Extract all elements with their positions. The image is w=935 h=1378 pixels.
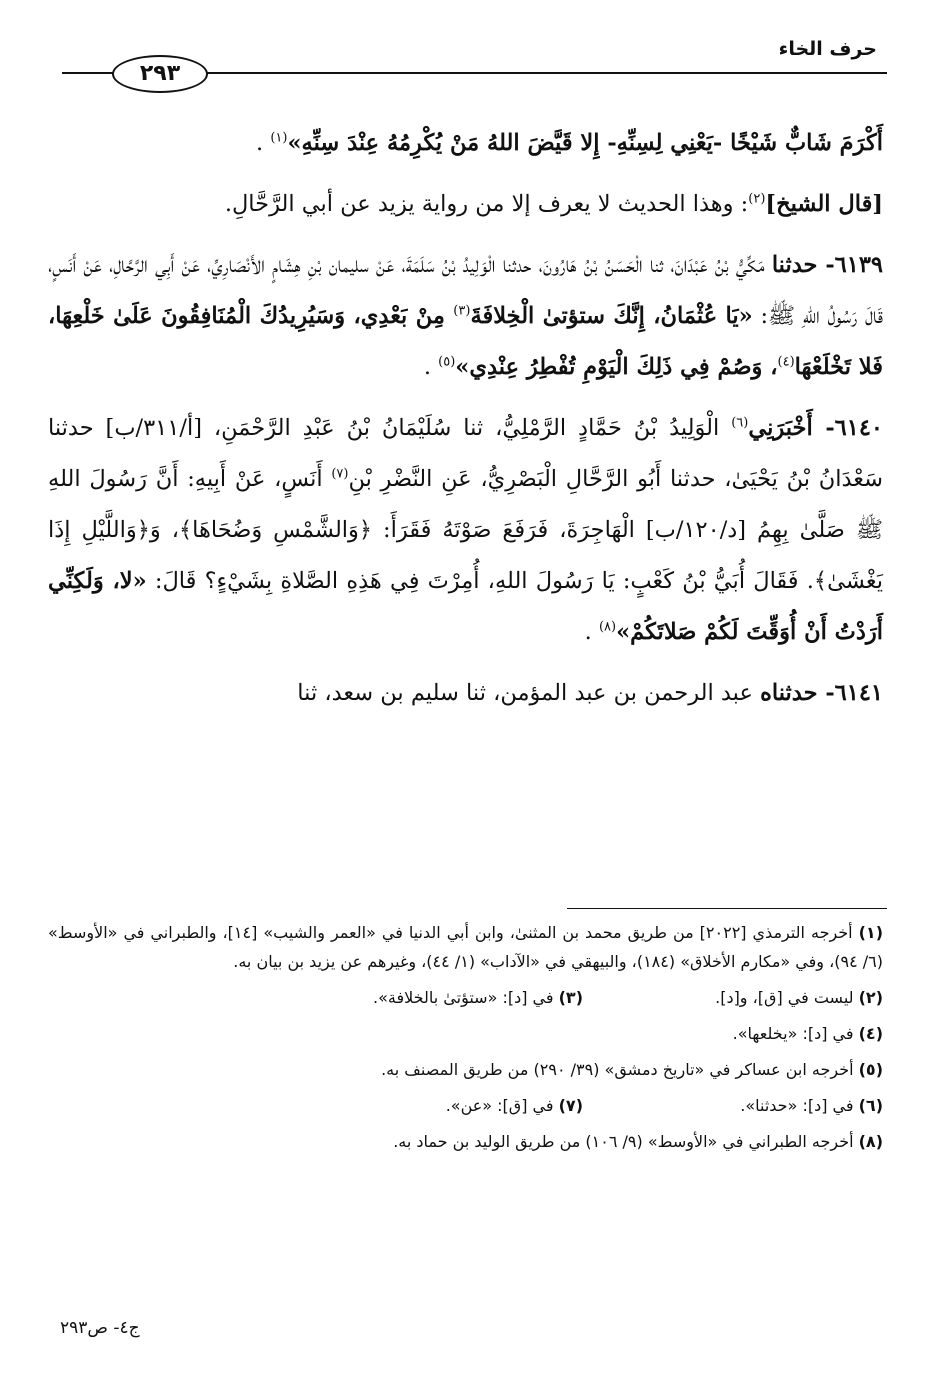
paragraph-2 xyxy=(48,179,883,230)
hadith-number: ٦١٤٠- xyxy=(812,415,883,441)
footnote-text: أخرجه الترمذي [٢٠٢٢] من طريق محمد بن المثنىٰ، وابن أبي الدنيا في «العمر والشيب» [١٤]، والطبراني في «الأوسط» (٦/ ٩٤)، وفي «مكارم الأخلاق» (١٨٤)، والبيهقي في «الآداب» (١/ ٤٤)، وغيرهم عن يزيد بن بيان به. xyxy=(48,923,883,971)
footnote-row xyxy=(48,983,883,1012)
footnote-5 xyxy=(48,1055,883,1084)
hadith-text: أَكْرَمَ شَابٌّ شَيْخًا -يَعْنِي لِسِنِّهِ- إِلا قَيَّضَ اللهُ مَنْ يُكْرِمُهُ عِنْدَ سِنِّهِ» xyxy=(287,130,883,156)
footnote-ref[interactable]: (١) xyxy=(270,130,288,146)
paragraph-1 xyxy=(48,118,883,169)
punctuation: . xyxy=(584,619,599,645)
footnote-number: (٥) xyxy=(858,1060,883,1079)
hadith-number: ٦١٣٩- xyxy=(817,252,884,278)
isnad-text: مَكِّيُّ بْنُ عَبْدَانَ، ثنا الْحَسَنُ بْنُ هَارُونَ، حدثنا الْوَلِيدُ بْنُ سَلَمَةَ، عَنْ سليمان بْنِ هِشَامٍ الأَنْصَارِيِّ، عَنْ أَبِي الرَّحَّالِ، عَنْ أَنَسٍ، قَالَ رَسُولُ اللهِ ﷺ: xyxy=(48,252,883,329)
volume-page-reference: ج٤- ص٢٩٣ xyxy=(60,1318,140,1338)
footnote-separator xyxy=(567,908,887,909)
matn-text: أَنَسٍ، عَنْ أَبِيهِ: أَنَّ رَسُولَ اللهِ ﷺ صَلَّىٰ بِهِمُ [د/١٢٠/ب] الْهَاجِرَةَ، فَرَفَعَ صَوْتَهُ فَقَرَأَ: ﴿وَالشَّمْسِ وَضُحَاهَا﴾، وَ﴿وَاللَّيْلِ إِذَا يَغْشَىٰ﴾. فَقَالَ أُبَيُّ بْنُ كَعْبٍ: يَا رَسُولَ اللهِ، أُمِرْتَ فِي هَذِهِ الصَّلاةِ بِشَيْءٍ؟ قَالَ: xyxy=(48,466,884,594)
footnotes xyxy=(48,918,883,1163)
speaker-label: [قال الشيخ] xyxy=(765,191,883,217)
footnote-text: في [د]: «حدثنا». xyxy=(740,1096,859,1115)
transmission-word: حدثنا xyxy=(771,252,818,278)
footnote-number: (١) xyxy=(858,923,883,942)
footnote-text: أخرجه الطبراني في «الأوسط» (٩/ ١٠٦) من طريق الوليد بن حماد به. xyxy=(393,1132,859,1151)
footnote-6 xyxy=(583,1091,883,1120)
footnote-text: ليست في [ق]، و[د]. xyxy=(715,988,859,1007)
footnote-ref[interactable]: (٧) xyxy=(331,466,349,482)
footnote-text: في [ق]: «عن». xyxy=(445,1096,559,1115)
hadith-text: «يَا عُثْمَانُ، إِنَّكَ ستؤتىٰ الْخِلافَةَ xyxy=(470,303,753,329)
hadith-number: ٦١٤١- xyxy=(817,680,883,706)
footnote-4 xyxy=(48,1019,883,1048)
hadith-6139 xyxy=(48,240,883,393)
footnote-number: (٧) xyxy=(558,1096,583,1115)
footnote-row xyxy=(48,1091,883,1120)
paragraph-text: : وهذا الحديث لا يعرف إلا من رواية يزيد عن أبي الرَّحَّالِ. xyxy=(224,191,749,217)
footnote-number: (٣) xyxy=(558,988,583,1007)
footnote-1 xyxy=(48,918,883,976)
main-text xyxy=(48,118,883,729)
isnad-text: الْوَلِيدُ بْنُ حَمَّادٍ الرَّمْلِيُّ، ثنا سُلَيْمَانُ بْنُ عَبْدِ الرَّحْمَنِ، [أ/٣١١/ب] حدثنا سَعْدَانُ بْنُ يَحْيَىٰ، حدثنا أَبُو الرَّحَّالِ الْبَصْرِيُّ، عَنِ النَّضْرِ بْنِ xyxy=(48,415,883,492)
hadith-6141 xyxy=(48,668,883,719)
footnote-ref[interactable]: (٦) xyxy=(731,415,749,431)
page-number: ٢٩٣ xyxy=(112,55,208,93)
punctuation: . xyxy=(423,354,439,380)
hadith-text: «لا، وَلَكِنِّي أَرَدْتُ أَنْ أُوَقِّتَ لَكُمْ صَلاتَكُمْ» xyxy=(48,568,883,645)
footnote-ref[interactable]: (٤) xyxy=(777,354,795,370)
footnote-3 xyxy=(283,983,583,1012)
footnote-number: (٨) xyxy=(858,1132,883,1151)
transmission-word: أَخْبَرَنِي xyxy=(748,415,813,441)
footnote-text: أخرجه ابن عساكر في «تاريخ دمشق» (٣٩/ ٢٩٠) من طريق المصنف به. xyxy=(381,1060,859,1079)
footnote-7 xyxy=(283,1091,583,1120)
footnote-ref[interactable]: (٣) xyxy=(453,303,471,319)
isnad-text: عبد الرحمن بن عبد المؤمن، ثنا سليم بن سعد، ثنا xyxy=(297,680,761,706)
transmission-word: حدثناه xyxy=(760,680,818,706)
footnote-ref[interactable]: (٥) xyxy=(438,354,456,370)
footnote-text: في [د]: «ستؤتىٰ بالخلافة». xyxy=(373,988,559,1007)
footnote-text: في [د]: «يخلعها». xyxy=(732,1024,859,1043)
punctuation: . xyxy=(256,130,271,156)
footnote-2 xyxy=(583,983,883,1012)
footnote-number: (٢) xyxy=(858,988,883,1007)
hadith-text: ، وَصُمْ فِي ذَلِكَ الْيَوْمِ تُفْطِرُ عِنْدِي» xyxy=(455,354,778,380)
footnote-number: (٤) xyxy=(858,1024,883,1043)
footnote-ref[interactable]: (٢) xyxy=(748,191,766,207)
chapter-title: حرف الخاء xyxy=(778,38,877,60)
hadith-text: مِنْ بَعْدِي، وَسَيُرِيدُكَ الْمُنَافِقُونَ عَلَىٰ خَلْعِهَا، فَلا تَخْلَعْهَا xyxy=(48,303,883,380)
hadith-6140 xyxy=(48,403,883,658)
footnote-number: (٦) xyxy=(858,1096,883,1115)
footnote-ref[interactable]: (٨) xyxy=(598,619,617,635)
footnote-8 xyxy=(48,1127,883,1156)
